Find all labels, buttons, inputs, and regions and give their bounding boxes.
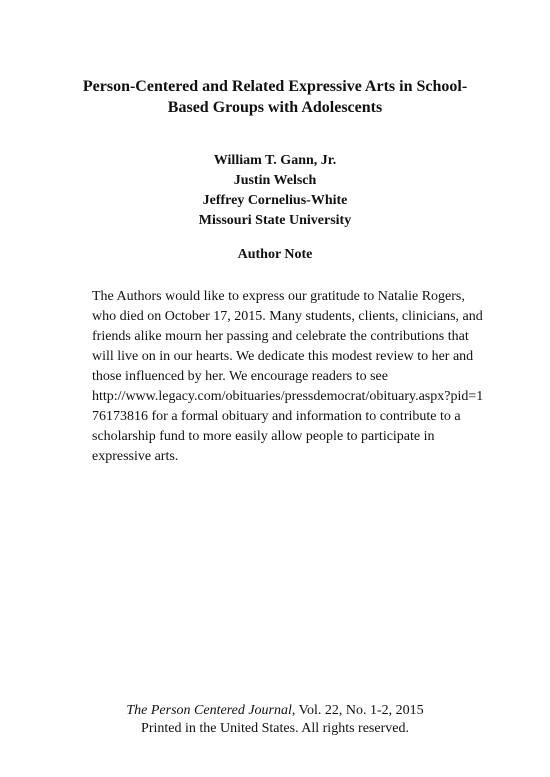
author-note-body bbox=[92, 287, 484, 467]
author-note-line: who died on October 17, 2015. Many students, clients, clinicians, and bbox=[92, 309, 483, 324]
author-note-obituary-link-line[interactable]: http://www.legacy.com/obituaries/pressdemocrat/obituary.aspx?pid=1 bbox=[92, 389, 484, 404]
author-note-line: 76173816 for a formal obituary and information to contribute to a bbox=[92, 409, 461, 424]
journal-footer bbox=[100, 702, 450, 738]
author-note-line: will live on in our hearts. We dedicate this modest review to her and bbox=[92, 349, 474, 364]
author-note-line: friends alike mourn her passing and celebrate the contributions that bbox=[92, 329, 469, 344]
copyright-notice: Printed in the United States. All rights reserved. bbox=[141, 721, 409, 736]
author-affiliation: Missouri State University bbox=[198, 213, 352, 228]
author-note-line: scholarship fund to more easily allow people to participate in bbox=[92, 429, 435, 444]
author-block bbox=[100, 151, 450, 231]
paper-title-line-2: Based Groups with Adolescents bbox=[167, 99, 383, 116]
author-name: Jeffrey Cornelius-White bbox=[202, 193, 348, 208]
paper-title bbox=[70, 76, 480, 118]
author-note-line: those influenced by her. We encourage readers to see bbox=[92, 369, 388, 384]
journal-citation bbox=[100, 702, 450, 720]
author-note-line: expressive arts. bbox=[92, 449, 179, 464]
author-note-heading: Author Note bbox=[237, 247, 313, 262]
author-name: Justin Welsch bbox=[233, 173, 317, 188]
paper-title-line-1: Person-Centered and Related Expressive Arts in School- bbox=[82, 78, 468, 95]
author-name: William T. Gann, Jr. bbox=[213, 153, 337, 168]
journal-name: The Person Centered Journal bbox=[126, 703, 292, 718]
journal-volume-info: , Vol. 22, No. 1-2, 2015 bbox=[291, 703, 424, 718]
author-note-line: The Authors would like to express our gratitude to Natalie Rogers, bbox=[92, 289, 465, 304]
